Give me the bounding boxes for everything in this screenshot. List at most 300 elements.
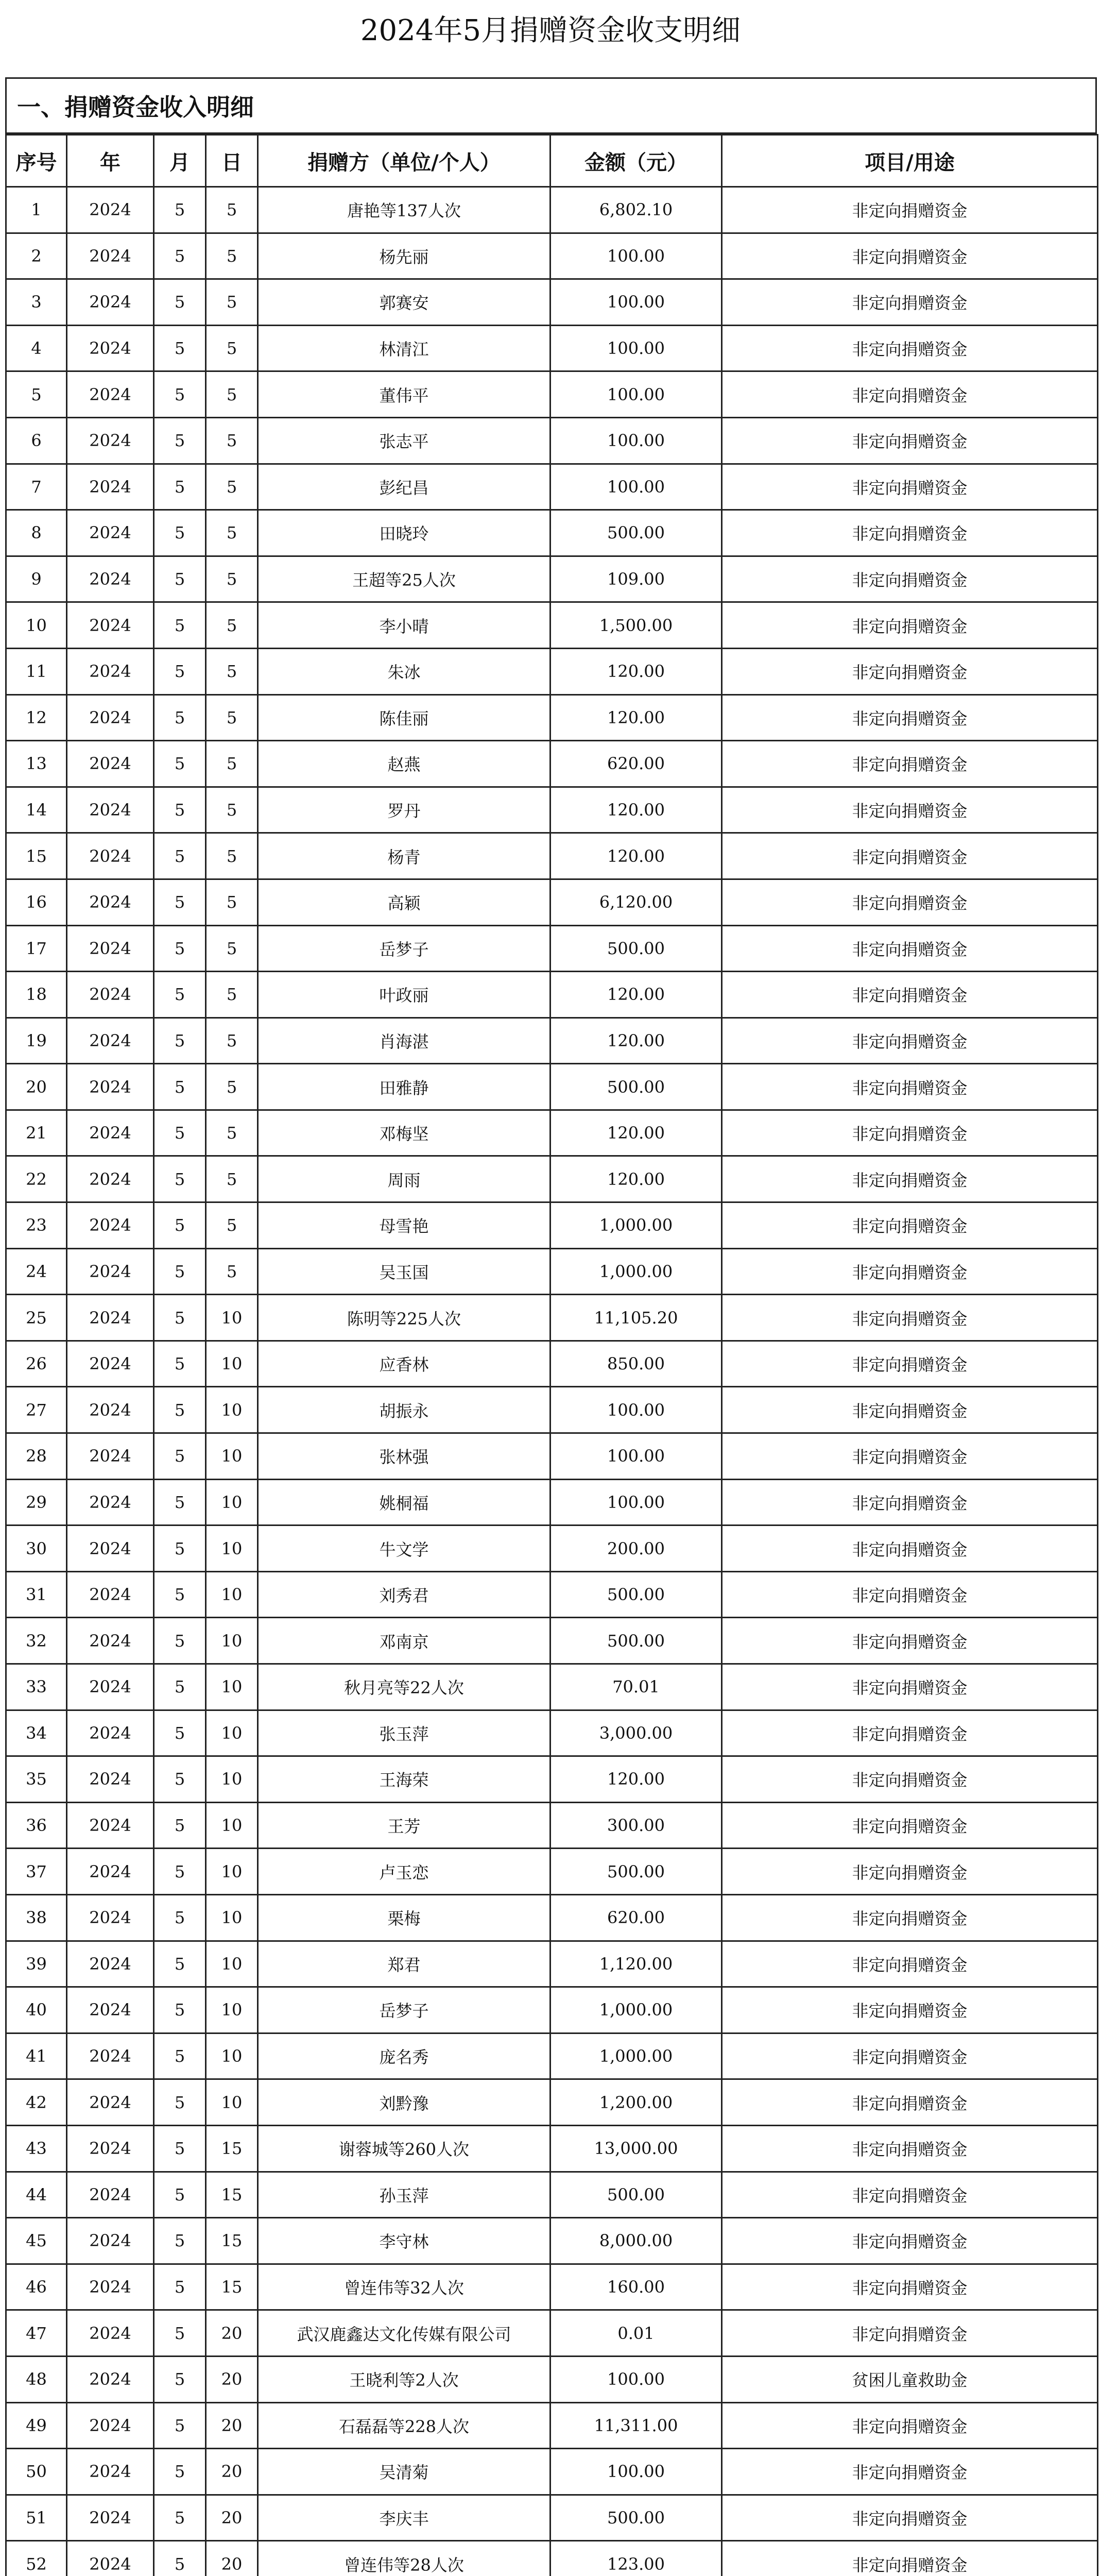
table-row xyxy=(6,1941,1098,1987)
cell-donor: 刘黔豫 xyxy=(258,2079,550,2126)
cell-donor: 孙玉萍 xyxy=(258,2172,550,2218)
cell-donor: 李庆丰 xyxy=(258,2495,550,2541)
cell-amount: 120.00 xyxy=(550,1110,722,1156)
cell-purpose: 非定向捐赠资金 xyxy=(722,1941,1098,1987)
cell-donor: 曾连伟等28人次 xyxy=(258,2541,550,2576)
cell-amount: 100.00 xyxy=(550,1479,722,1526)
cell-day: 5 xyxy=(206,1110,258,1156)
table-row xyxy=(6,2264,1098,2310)
cell-year: 2024 xyxy=(67,694,154,741)
cell-year: 2024 xyxy=(67,371,154,418)
cell-index: 35 xyxy=(6,1756,67,1803)
cell-amount: 500.00 xyxy=(550,925,722,972)
cell-purpose: 非定向捐赠资金 xyxy=(722,2172,1098,2218)
table-row xyxy=(6,1387,1098,1433)
cell-year: 2024 xyxy=(67,2402,154,2449)
cell-purpose: 非定向捐赠资金 xyxy=(722,2264,1098,2310)
cell-amount: 120.00 xyxy=(550,648,722,694)
page-title: 2024年5月捐赠资金收支明细 xyxy=(360,14,741,47)
cell-purpose: 非定向捐赠资金 xyxy=(722,1202,1098,1249)
cell-donor: 张志平 xyxy=(258,417,550,464)
cell-month: 5 xyxy=(154,833,206,879)
cell-donor: 吴清菊 xyxy=(258,2449,550,2495)
table-row xyxy=(6,371,1098,418)
cell-year: 2024 xyxy=(67,1571,154,1618)
cell-month: 5 xyxy=(154,1110,206,1156)
cell-year: 2024 xyxy=(67,648,154,694)
table-row xyxy=(6,1802,1098,1849)
cell-index: 45 xyxy=(6,2218,67,2264)
col-header-purpose: 项目/用途 xyxy=(722,135,1098,187)
cell-year: 2024 xyxy=(67,1110,154,1156)
cell-day: 10 xyxy=(206,2033,258,2079)
cell-year: 2024 xyxy=(67,925,154,972)
cell-amount: 500.00 xyxy=(550,2172,722,2218)
table-row xyxy=(6,1248,1098,1295)
cell-amount: 100.00 xyxy=(550,1433,722,1480)
cell-index: 15 xyxy=(6,833,67,879)
cell-month: 5 xyxy=(154,1479,206,1526)
cell-donor: 张林强 xyxy=(258,1433,550,1480)
col-header-month: 月 xyxy=(154,135,206,187)
table-row xyxy=(6,2356,1098,2402)
cell-year: 2024 xyxy=(67,325,154,371)
cell-donor: 李守林 xyxy=(258,2218,550,2264)
cell-purpose: 非定向捐赠资金 xyxy=(722,2402,1098,2449)
cell-amount: 100.00 xyxy=(550,1387,722,1433)
cell-amount: 1,120.00 xyxy=(550,1941,722,1987)
cell-month: 5 xyxy=(154,2264,206,2310)
table-row xyxy=(6,510,1098,556)
cell-day: 5 xyxy=(206,833,258,879)
table-row xyxy=(6,1479,1098,1526)
cell-donor: 母雪艳 xyxy=(258,1202,550,1249)
cell-day: 5 xyxy=(206,741,258,787)
cell-year: 2024 xyxy=(67,417,154,464)
cell-day: 10 xyxy=(206,1387,258,1433)
cell-purpose: 非定向捐赠资金 xyxy=(722,879,1098,925)
cell-donor: 吴玉国 xyxy=(258,1248,550,1295)
table-row xyxy=(6,556,1098,602)
table-row xyxy=(6,1756,1098,1803)
cell-amount: 100.00 xyxy=(550,2449,722,2495)
cell-day: 5 xyxy=(206,1064,258,1110)
cell-month: 5 xyxy=(154,2172,206,2218)
cell-index: 24 xyxy=(6,1248,67,1295)
cell-amount: 100.00 xyxy=(550,464,722,510)
cell-month: 5 xyxy=(154,279,206,326)
cell-day: 5 xyxy=(206,233,258,279)
cell-month: 5 xyxy=(154,1710,206,1756)
cell-day: 10 xyxy=(206,1849,258,1895)
cell-day: 5 xyxy=(206,371,258,418)
cell-purpose: 非定向捐赠资金 xyxy=(722,1894,1098,1941)
cell-month: 5 xyxy=(154,1849,206,1895)
cell-month: 5 xyxy=(154,1894,206,1941)
cell-year: 2024 xyxy=(67,556,154,602)
cell-amount: 100.00 xyxy=(550,2356,722,2402)
cell-year: 2024 xyxy=(67,1018,154,1064)
cell-purpose: 非定向捐赠资金 xyxy=(722,1479,1098,1526)
cell-month: 5 xyxy=(154,741,206,787)
cell-amount: 100.00 xyxy=(550,417,722,464)
cell-index: 11 xyxy=(6,648,67,694)
cell-year: 2024 xyxy=(67,2541,154,2576)
cell-index: 51 xyxy=(6,2495,67,2541)
cell-day: 20 xyxy=(206,2541,258,2576)
cell-purpose: 非定向捐赠资金 xyxy=(722,1156,1098,1202)
cell-month: 5 xyxy=(154,1018,206,1064)
cell-purpose: 非定向捐赠资金 xyxy=(722,233,1098,279)
cell-month: 5 xyxy=(154,2218,206,2264)
cell-index: 6 xyxy=(6,417,67,464)
cell-day: 5 xyxy=(206,325,258,371)
cell-day: 5 xyxy=(206,1202,258,1249)
cell-year: 2024 xyxy=(67,1156,154,1202)
cell-day: 5 xyxy=(206,417,258,464)
cell-year: 2024 xyxy=(67,1202,154,1249)
table-row xyxy=(6,1526,1098,1572)
cell-day: 10 xyxy=(206,2079,258,2126)
table-row xyxy=(6,741,1098,787)
cell-month: 5 xyxy=(154,2449,206,2495)
cell-purpose: 非定向捐赠资金 xyxy=(722,1756,1098,1803)
cell-donor: 岳梦子 xyxy=(258,1987,550,2033)
cell-month: 5 xyxy=(154,233,206,279)
cell-donor: 谢蓉城等260人次 xyxy=(258,2125,550,2172)
cell-donor: 胡振永 xyxy=(258,1387,550,1433)
cell-amount: 120.00 xyxy=(550,1156,722,1202)
cell-year: 2024 xyxy=(67,787,154,833)
cell-day: 5 xyxy=(206,602,258,649)
cell-donor: 姚桐福 xyxy=(258,1479,550,1526)
cell-index: 2 xyxy=(6,233,67,279)
cell-index: 20 xyxy=(6,1064,67,1110)
table-row xyxy=(6,833,1098,879)
cell-donor: 刘秀君 xyxy=(258,1571,550,1618)
income-table xyxy=(5,134,1098,2576)
cell-purpose: 非定向捐赠资金 xyxy=(722,1710,1098,1756)
cell-index: 9 xyxy=(6,556,67,602)
table-row xyxy=(6,1433,1098,1480)
cell-day: 10 xyxy=(206,1802,258,1849)
cell-month: 5 xyxy=(154,1987,206,2033)
cell-year: 2024 xyxy=(67,972,154,1018)
cell-index: 12 xyxy=(6,694,67,741)
cell-index: 22 xyxy=(6,1156,67,1202)
cell-day: 10 xyxy=(206,1479,258,1526)
cell-month: 5 xyxy=(154,2033,206,2079)
cell-purpose: 非定向捐赠资金 xyxy=(722,741,1098,787)
col-header-index: 序号 xyxy=(6,135,67,187)
cell-month: 5 xyxy=(154,2495,206,2541)
table-row xyxy=(6,2449,1098,2495)
table-row xyxy=(6,2402,1098,2449)
cell-year: 2024 xyxy=(67,2079,154,2126)
table-row xyxy=(6,2310,1098,2357)
cell-amount: 1,500.00 xyxy=(550,602,722,649)
cell-index: 31 xyxy=(6,1571,67,1618)
cell-donor: 陈明等225人次 xyxy=(258,1295,550,1341)
cell-amount: 120.00 xyxy=(550,787,722,833)
cell-amount: 120.00 xyxy=(550,1756,722,1803)
cell-month: 5 xyxy=(154,1802,206,1849)
cell-donor: 陈佳丽 xyxy=(258,694,550,741)
cell-purpose: 非定向捐赠资金 xyxy=(722,1664,1098,1710)
table-row xyxy=(6,1018,1098,1064)
cell-amount: 109.00 xyxy=(550,556,722,602)
cell-day: 20 xyxy=(206,2495,258,2541)
cell-amount: 500.00 xyxy=(550,1064,722,1110)
cell-purpose: 非定向捐赠资金 xyxy=(722,2125,1098,2172)
cell-day: 10 xyxy=(206,1941,258,1987)
cell-day: 20 xyxy=(206,2402,258,2449)
cell-amount: 120.00 xyxy=(550,972,722,1018)
cell-amount: 6,802.10 xyxy=(550,187,722,233)
cell-index: 10 xyxy=(6,602,67,649)
cell-amount: 13,000.00 xyxy=(550,2125,722,2172)
cell-day: 10 xyxy=(206,1526,258,1572)
cell-amount: 620.00 xyxy=(550,1894,722,1941)
cell-donor: 秋月亮等22人次 xyxy=(258,1664,550,1710)
cell-year: 2024 xyxy=(67,833,154,879)
cell-purpose: 非定向捐赠资金 xyxy=(722,787,1098,833)
cell-month: 5 xyxy=(154,1156,206,1202)
cell-index: 32 xyxy=(6,1618,67,1664)
table-row xyxy=(6,1987,1098,2033)
cell-month: 5 xyxy=(154,1756,206,1803)
cell-month: 5 xyxy=(154,464,206,510)
cell-month: 5 xyxy=(154,1341,206,1387)
cell-index: 19 xyxy=(6,1018,67,1064)
cell-amount: 500.00 xyxy=(550,2495,722,2541)
cell-index: 47 xyxy=(6,2310,67,2357)
cell-year: 2024 xyxy=(67,279,154,326)
cell-day: 20 xyxy=(206,2310,258,2357)
cell-year: 2024 xyxy=(67,1894,154,1941)
cell-purpose: 非定向捐赠资金 xyxy=(722,2033,1098,2079)
cell-donor: 王芳 xyxy=(258,1802,550,1849)
cell-donor: 肖海湛 xyxy=(258,1018,550,1064)
cell-purpose: 非定向捐赠资金 xyxy=(722,279,1098,326)
cell-donor: 田晓玲 xyxy=(258,510,550,556)
cell-purpose: 非定向捐赠资金 xyxy=(722,187,1098,233)
cell-month: 5 xyxy=(154,879,206,925)
cell-donor: 郭赛安 xyxy=(258,279,550,326)
cell-month: 5 xyxy=(154,1664,206,1710)
cell-year: 2024 xyxy=(67,1941,154,1987)
cell-donor: 唐艳等137人次 xyxy=(258,187,550,233)
cell-donor: 朱冰 xyxy=(258,648,550,694)
cell-month: 5 xyxy=(154,1618,206,1664)
cell-day: 5 xyxy=(206,648,258,694)
cell-purpose: 非定向捐赠资金 xyxy=(722,602,1098,649)
cell-year: 2024 xyxy=(67,1849,154,1895)
cell-donor: 赵燕 xyxy=(258,741,550,787)
cell-day: 20 xyxy=(206,2449,258,2495)
cell-day: 15 xyxy=(206,2125,258,2172)
cell-donor: 郑君 xyxy=(258,1941,550,1987)
cell-donor: 高颖 xyxy=(258,879,550,925)
table-row xyxy=(6,1710,1098,1756)
cell-day: 10 xyxy=(206,1664,258,1710)
cell-amount: 500.00 xyxy=(550,1571,722,1618)
cell-day: 5 xyxy=(206,279,258,326)
cell-day: 15 xyxy=(206,2264,258,2310)
cell-donor: 李小晴 xyxy=(258,602,550,649)
table-row xyxy=(6,1156,1098,1202)
cell-day: 5 xyxy=(206,510,258,556)
cell-day: 10 xyxy=(206,1894,258,1941)
cell-month: 5 xyxy=(154,925,206,972)
cell-month: 5 xyxy=(154,1433,206,1480)
cell-purpose: 非定向捐赠资金 xyxy=(722,325,1098,371)
cell-amount: 500.00 xyxy=(550,1618,722,1664)
cell-amount: 3,000.00 xyxy=(550,1710,722,1756)
cell-year: 2024 xyxy=(67,2356,154,2402)
cell-donor: 庞名秀 xyxy=(258,2033,550,2079)
cell-year: 2024 xyxy=(67,1387,154,1433)
col-header-day: 日 xyxy=(206,135,258,187)
cell-purpose: 非定向捐赠资金 xyxy=(722,1064,1098,1110)
cell-amount: 160.00 xyxy=(550,2264,722,2310)
cell-year: 2024 xyxy=(67,2125,154,2172)
cell-amount: 1,000.00 xyxy=(550,1202,722,1249)
cell-month: 5 xyxy=(154,2125,206,2172)
cell-day: 10 xyxy=(206,1295,258,1341)
cell-amount: 850.00 xyxy=(550,1341,722,1387)
cell-index: 18 xyxy=(6,972,67,1018)
cell-year: 2024 xyxy=(67,187,154,233)
cell-index: 44 xyxy=(6,2172,67,2218)
cell-index: 48 xyxy=(6,2356,67,2402)
cell-amount: 8,000.00 xyxy=(550,2218,722,2264)
table-row xyxy=(6,2125,1098,2172)
cell-purpose: 非定向捐赠资金 xyxy=(722,2079,1098,2126)
cell-day: 15 xyxy=(206,2172,258,2218)
cell-amount: 620.00 xyxy=(550,741,722,787)
table-row xyxy=(6,1664,1098,1710)
cell-year: 2024 xyxy=(67,233,154,279)
cell-month: 5 xyxy=(154,2402,206,2449)
table-row xyxy=(6,925,1098,972)
cell-donor: 应香林 xyxy=(258,1341,550,1387)
cell-purpose: 非定向捐赠资金 xyxy=(722,510,1098,556)
cell-amount: 1,000.00 xyxy=(550,2033,722,2079)
table-row xyxy=(6,2218,1098,2264)
cell-purpose: 贫困儿童救助金 xyxy=(722,2356,1098,2402)
cell-day: 5 xyxy=(206,187,258,233)
cell-index: 42 xyxy=(6,2079,67,2126)
cell-donor: 栗梅 xyxy=(258,1894,550,1941)
cell-purpose: 非定向捐赠资金 xyxy=(722,1849,1098,1895)
cell-year: 2024 xyxy=(67,1433,154,1480)
cell-amount: 123.00 xyxy=(550,2541,722,2576)
cell-purpose: 非定向捐赠资金 xyxy=(722,2541,1098,2576)
cell-index: 26 xyxy=(6,1341,67,1387)
cell-month: 5 xyxy=(154,2310,206,2357)
cell-index: 4 xyxy=(6,325,67,371)
cell-purpose: 非定向捐赠资金 xyxy=(722,1987,1098,2033)
cell-purpose: 非定向捐赠资金 xyxy=(722,648,1098,694)
cell-amount: 200.00 xyxy=(550,1526,722,1572)
cell-year: 2024 xyxy=(67,510,154,556)
cell-index: 21 xyxy=(6,1110,67,1156)
table-row xyxy=(6,1295,1098,1341)
cell-month: 5 xyxy=(154,325,206,371)
cell-index: 25 xyxy=(6,1295,67,1341)
cell-day: 5 xyxy=(206,1018,258,1064)
cell-year: 2024 xyxy=(67,1064,154,1110)
cell-purpose: 非定向捐赠资金 xyxy=(722,1571,1098,1618)
cell-purpose: 非定向捐赠资金 xyxy=(722,1802,1098,1849)
cell-index: 1 xyxy=(6,187,67,233)
cell-month: 5 xyxy=(154,1526,206,1572)
cell-index: 27 xyxy=(6,1387,67,1433)
cell-day: 10 xyxy=(206,1618,258,1664)
cell-donor: 岳梦子 xyxy=(258,925,550,972)
cell-month: 5 xyxy=(154,187,206,233)
cell-amount: 6,120.00 xyxy=(550,879,722,925)
cell-month: 5 xyxy=(154,1248,206,1295)
cell-purpose: 非定向捐赠资金 xyxy=(722,2218,1098,2264)
cell-amount: 1,000.00 xyxy=(550,1987,722,2033)
cell-month: 5 xyxy=(154,1295,206,1341)
cell-index: 28 xyxy=(6,1433,67,1480)
cell-purpose: 非定向捐赠资金 xyxy=(722,972,1098,1018)
cell-month: 5 xyxy=(154,787,206,833)
cell-index: 8 xyxy=(6,510,67,556)
cell-donor: 田雅静 xyxy=(258,1064,550,1110)
cell-index: 14 xyxy=(6,787,67,833)
cell-year: 2024 xyxy=(67,2310,154,2357)
cell-day: 10 xyxy=(206,1756,258,1803)
cell-year: 2024 xyxy=(67,2218,154,2264)
cell-month: 5 xyxy=(154,602,206,649)
cell-purpose: 非定向捐赠资金 xyxy=(722,1433,1098,1480)
table-row xyxy=(6,233,1098,279)
cell-donor: 杨先丽 xyxy=(258,233,550,279)
cell-year: 2024 xyxy=(67,2449,154,2495)
cell-year: 2024 xyxy=(67,2033,154,2079)
cell-index: 3 xyxy=(6,279,67,326)
table-row xyxy=(6,464,1098,510)
cell-day: 5 xyxy=(206,1248,258,1295)
cell-purpose: 非定向捐赠资金 xyxy=(722,1618,1098,1664)
income-section-heading: 一、捐赠资金收入明细 xyxy=(5,77,1097,134)
cell-year: 2024 xyxy=(67,1664,154,1710)
cell-year: 2024 xyxy=(67,1618,154,1664)
cell-year: 2024 xyxy=(67,1526,154,1572)
table-row xyxy=(6,879,1098,925)
table-row xyxy=(6,1894,1098,1941)
cell-year: 2024 xyxy=(67,1295,154,1341)
cell-month: 5 xyxy=(154,1064,206,1110)
cell-donor: 邓南京 xyxy=(258,1618,550,1664)
table-row xyxy=(6,972,1098,1018)
cell-index: 7 xyxy=(6,464,67,510)
cell-donor: 卢玉恋 xyxy=(258,1849,550,1895)
cell-index: 43 xyxy=(6,2125,67,2172)
cell-purpose: 非定向捐赠资金 xyxy=(722,417,1098,464)
cell-month: 5 xyxy=(154,510,206,556)
table-row xyxy=(6,694,1098,741)
cell-day: 10 xyxy=(206,1341,258,1387)
cell-month: 5 xyxy=(154,2079,206,2126)
cell-year: 2024 xyxy=(67,2495,154,2541)
cell-year: 2024 xyxy=(67,602,154,649)
table-row xyxy=(6,2541,1098,2576)
